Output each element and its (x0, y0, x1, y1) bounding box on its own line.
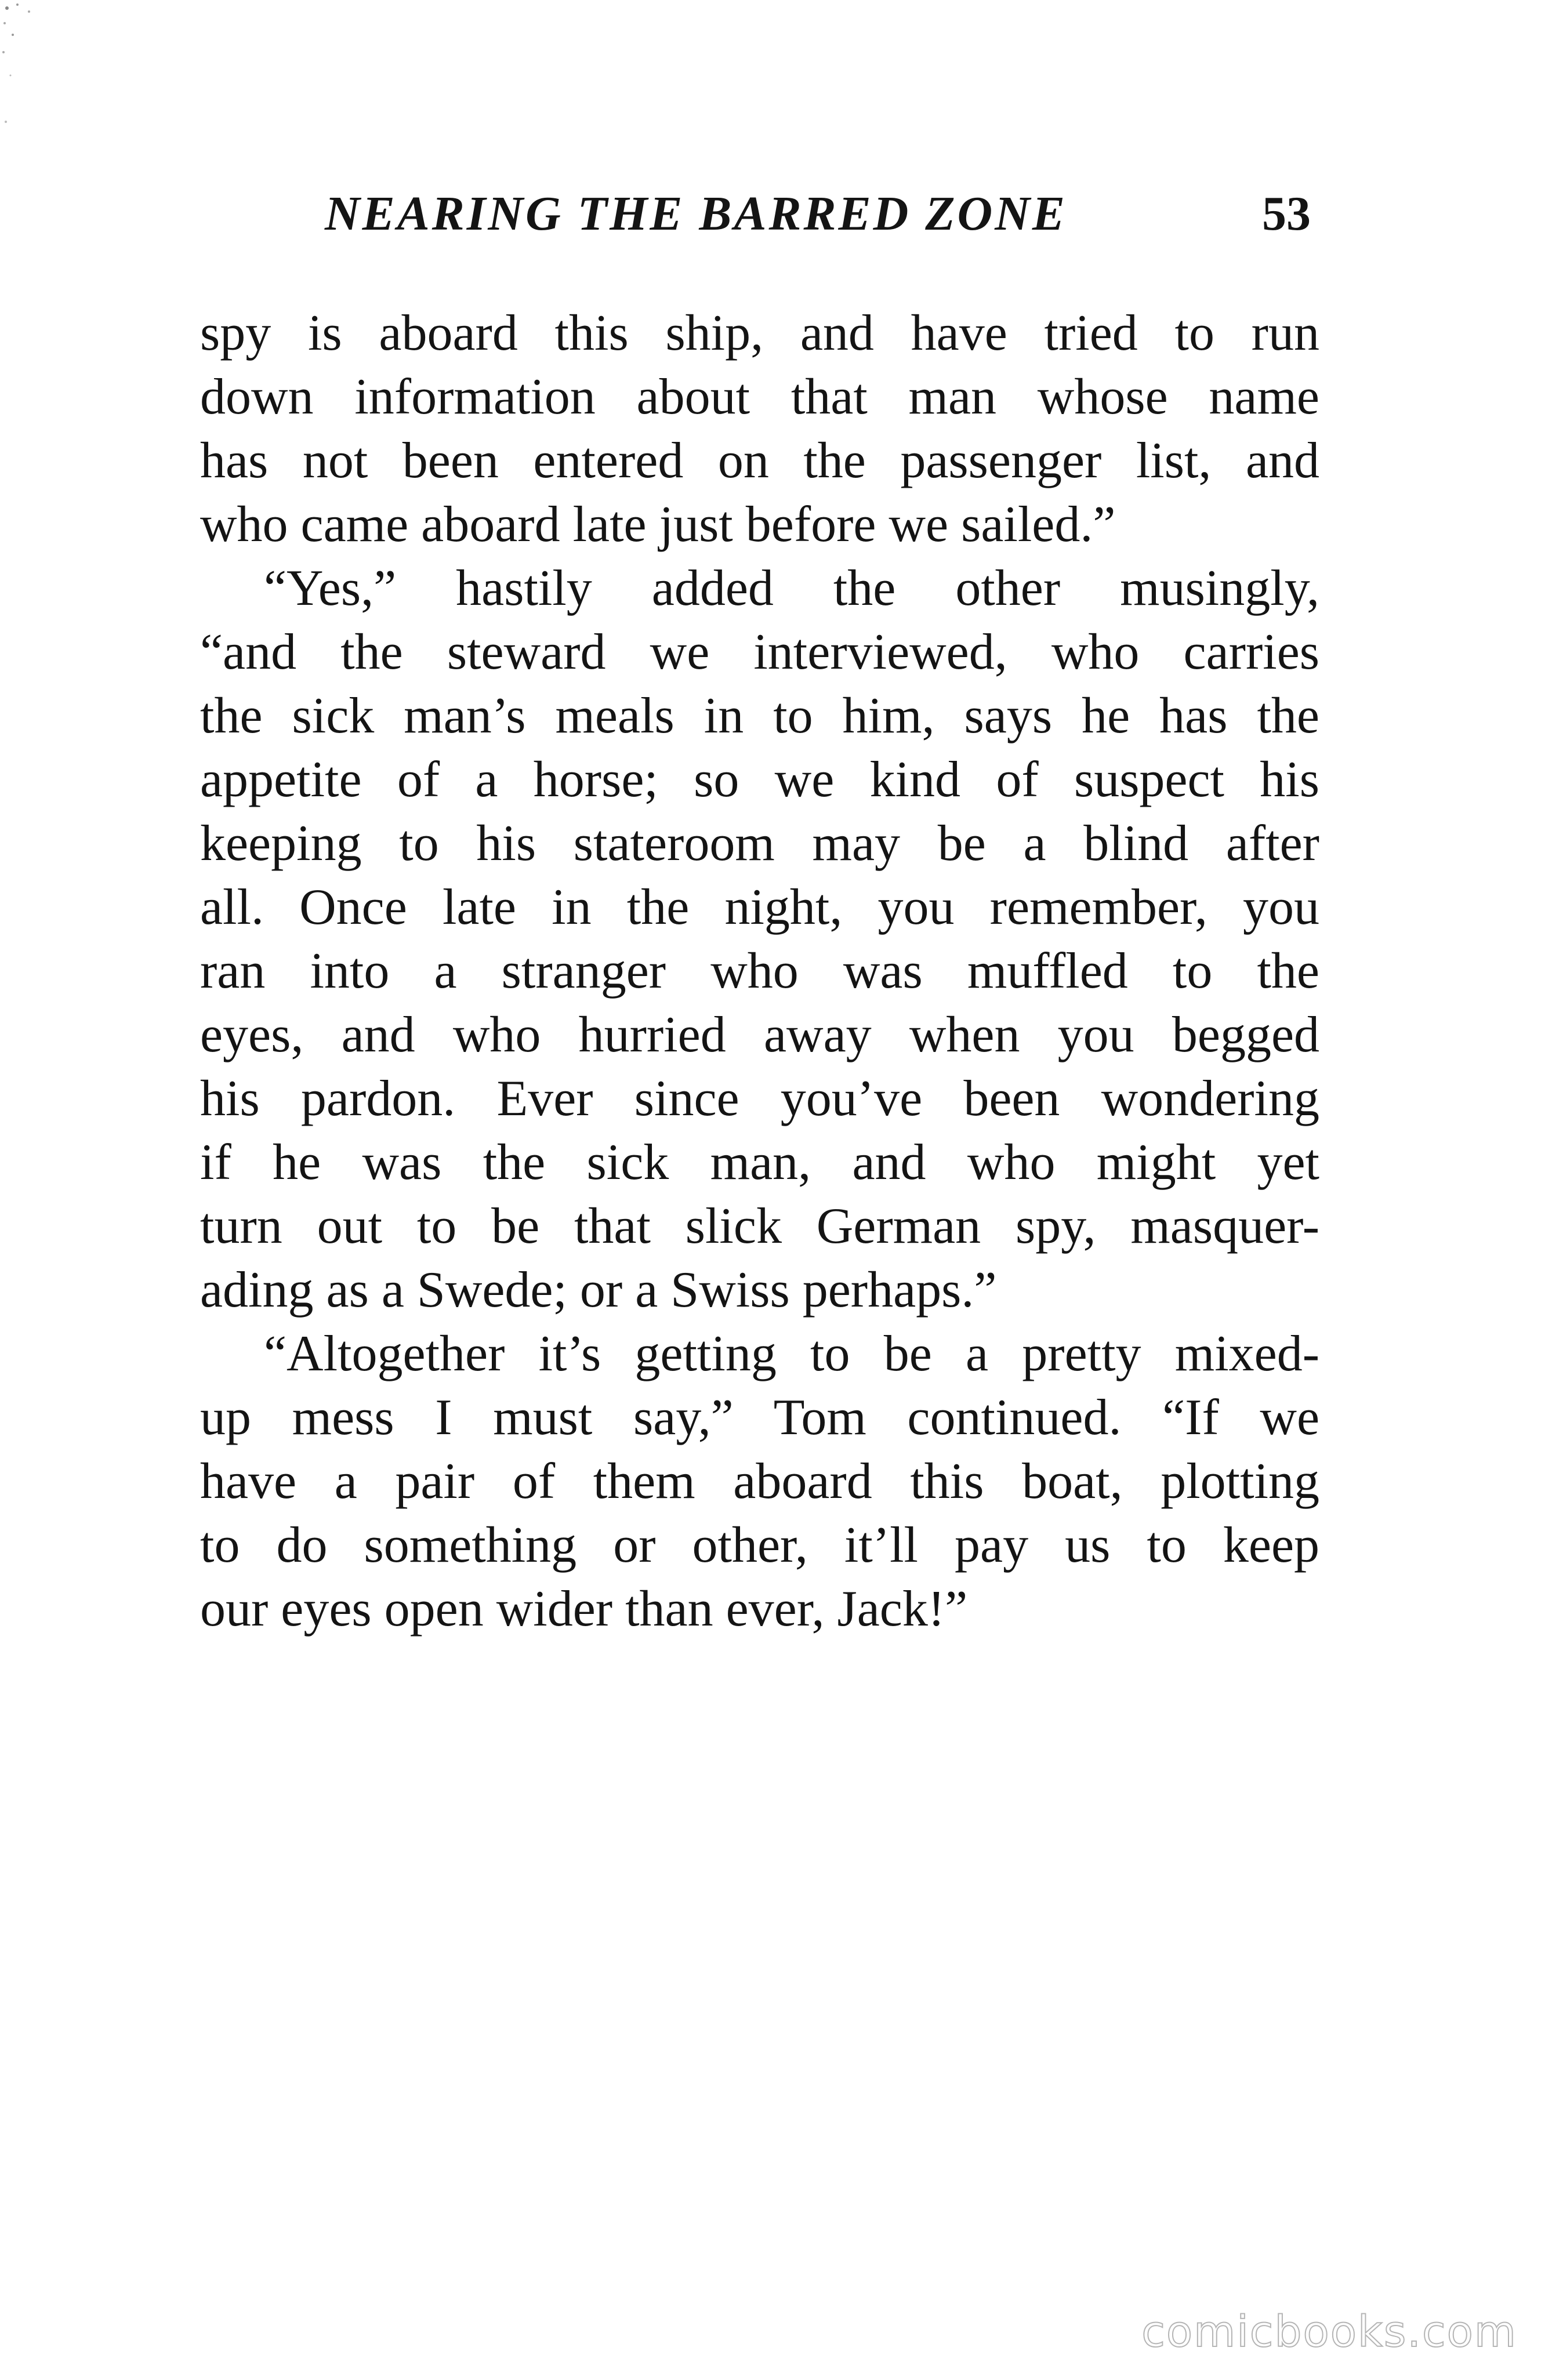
text-line: our eyes open wider than ever, Jack!” (200, 1581, 968, 1637)
text-line: “Altogether it’s getting to be a pretty mixed- (264, 1326, 1319, 1382)
text-line: eyes, and who hurried away when you begged (200, 1007, 1319, 1063)
text-line: has not been entered on the passenger list, and (200, 433, 1319, 489)
text-line: ran into a stranger who was muffled to the (200, 943, 1319, 999)
text-line: to do something or other, it’ll pay us to keep (200, 1517, 1319, 1573)
scan-specks (0, 0, 81, 186)
text-line: the sick man’s meals in to him, says he has the (200, 688, 1319, 744)
text-line: his pardon. Ever since you’ve been wondering (200, 1071, 1319, 1127)
text-line: down information about that man whose name (200, 369, 1319, 425)
text-line: turn out to be that slick German spy, masquer- (200, 1198, 1319, 1254)
text-line: “Yes,” hastily added the other musingly, (264, 560, 1319, 616)
text-line: “and the steward we interviewed, who carries (200, 624, 1319, 680)
page-header (325, 186, 1311, 261)
text-line: ading as a Swede; or a Swiss perhaps.” (200, 1262, 997, 1318)
text-line: appetite of a horse; so we kind of suspect his (200, 752, 1319, 808)
body-text (200, 302, 1319, 1641)
text-line: up mess I must say,” Tom continued. “If we (200, 1389, 1319, 1446)
running-head: NEARING THE BARRED ZONE (325, 187, 1067, 241)
text-line: have a pair of them aboard this boat, plotting (200, 1453, 1319, 1510)
text-line: if he was the sick man, and who might yet (200, 1134, 1319, 1191)
text-line: keeping to his stateroom may be a blind after (200, 815, 1319, 872)
page-number: 53 (1262, 187, 1311, 241)
text-line: who came aboard late just before we sailed.” (200, 496, 1116, 553)
site-watermark: comicbooks.com (1141, 2307, 1517, 2357)
text-line: spy is aboard this ship, and have tried to run (200, 305, 1319, 361)
text-line: all. Once late in the night, you remember, you (200, 879, 1319, 935)
